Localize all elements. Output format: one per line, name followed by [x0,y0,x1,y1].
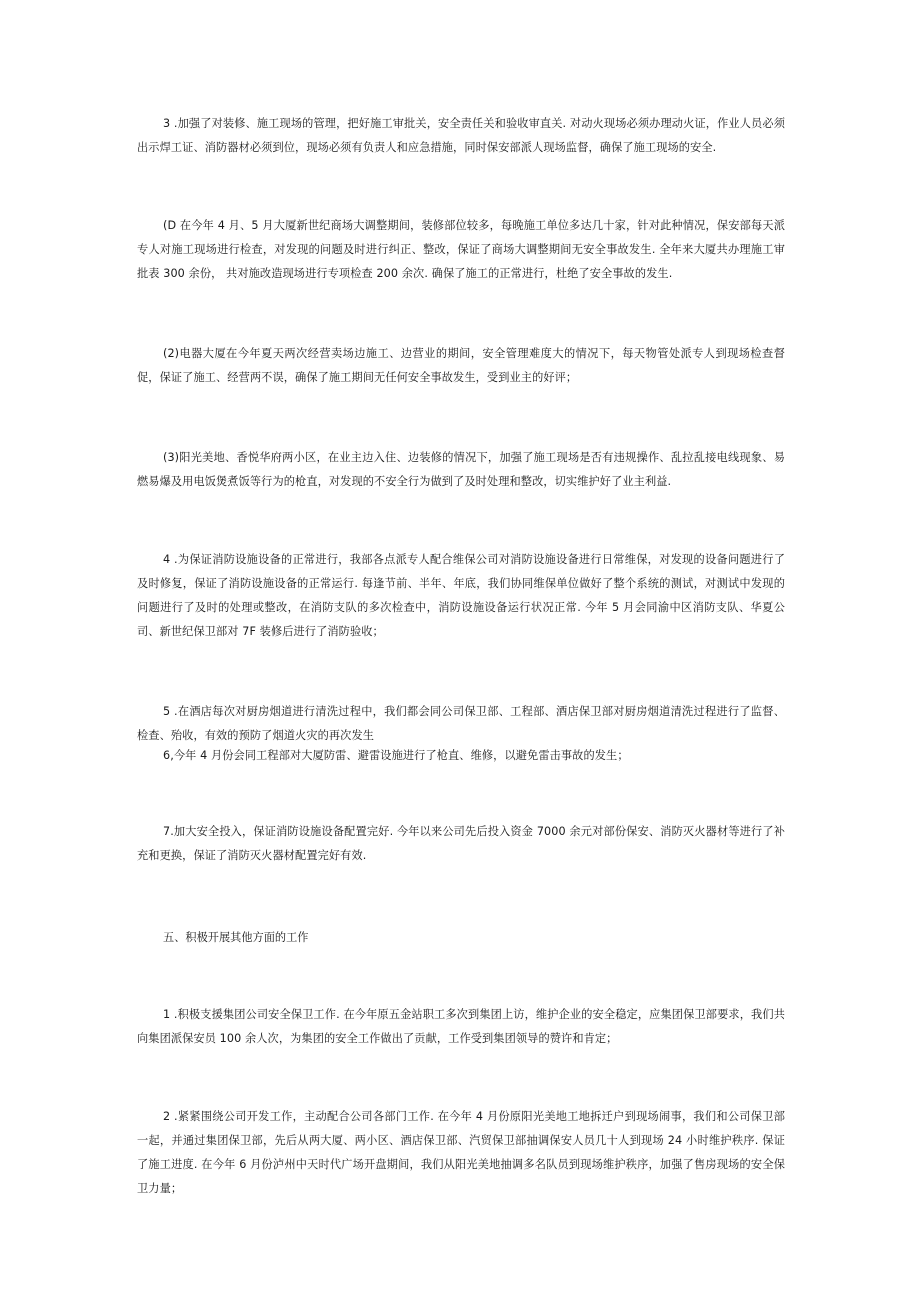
paragraph-6-lightning-protection: 6,今年 4 月份会同工程部对大厦防雷、避雷设施进行了枪直、维修，以避免雷击事故的发生； [163,749,629,762]
paragraph-item-3-residential: (3)阳光美地、香悦华府两小区，在业主边入住、边装修的情况下，加强了施工现场是否有违规操作、乱拉乱接电线现象、易燃易爆及用电饭煲煮饭等行为的枪直，对发现的不安全行为做到了及时处理和整改，切实维护好了业主利益. [137,451,785,488]
paragraph-7-safety-investment: 7.加大安全投入，保证消防设施设备配置完好. 今年以来公司先后投入资金 7000 余元对部份保安、消防灭火器材等进行了补充和更换，保证了消防灭火器材配置完好有效. [137,825,785,862]
section-heading-five: 五、积极开展其他方面的工作 [163,931,309,944]
paragraph-2-development-support: 2 .紧紧围绕公司开发工作，主动配合公司各部门工作. 在今年 4 月份原阳光美地工地拆迁户到现场闹事，我们和公司保卫部一起，并通过集团保卫部，先后从两大厦、两小区、酒店保卫部、汽贸保卫部抽调保安人员几十人到现场 24 小时维护秩序. 保证了施工进度. 在今年 6 月份泸州中天时代广场开盘期间，我们从阳光美地抽调多名队员到现场维护秩序，加强了售房现场的安全保卫力量； [137,1110,785,1195]
paragraph-5-flue-cleaning: 5 .在酒店每次对厨房烟道进行清洗过程中，我们都会同公司保卫部、工程部、酒店保卫部对厨房烟道清洗过程进行了监督、检查、殆收，有效的预防了烟道火灾的再次发生 [137,705,785,742]
paragraph-1-group-support: 1 .积极支援集团公司安全保卫工作. 在今年原五金站职工多次到集团上访，维护企业的安全稳定，应集团保卫部要求，我们共向集团派保安员 100 余人次，为集团的安全工作做出了贡献，工作受到集团领导的赞许和肯定； [137,1008,785,1045]
paragraph-4-fire-equipment: 4 .为保证消防设施设备的正常进行，我部各点派专人配合维保公司对消防设施设备进行日常维保，对发现的设备问题进行了及时修复，保证了消防设施设备的正常运行. 每逢节前、半年、年底，我们协同维保单位做好了整个系统的测试，对测试中发现的问题进行了及时的处理或整改，在消防支队的多次检查中，消防设施设备运行状况正常. 今年 5 月会同渝中区消防支队、华夏公司、新世纪保卫部对 7F 装修后进行了消防验收； [137,553,785,638]
paragraph-3-construction-management: 3 .加强了对装修、施工现场的管理，把好施工审批关，安全责任关和验收审直关. 对动火现场必须办理动火证，作业人员必须出示焊工证、消防器材必须到位，现场必须有负责人和应急措施，同时保安部派人现场监督，确保了施工现场的安全. [137,117,785,154]
paragraph-item-2-electric-building: (2)电器大厦在今年夏天两次经营卖场边施工、边营业的期间，安全管理难度大的情况下，每天物管处派专人到现场检查督促，保证了施工、经营两不误，确保了施工期间无任何安全事故发生，受到业主的好评； [137,347,785,384]
paragraph-item-1-mall-renovation: (D 在今年 4 月、5 月大厦新世纪商场大调整期间，装修部位较多，每晚施工单位多达几十家，针对此种情况，保安部每天派专人对施工现场进行检查，对发现的问题及时进行纠正、整改，保证了商场大调整期间无安全事故发生. 全年来大厦共办理施工审批表 300 余份， 共对施改造现场进行专项检查 200 余次. 确保了施工的正常进行，杜绝了安全事故的发生. [137,219,785,280]
